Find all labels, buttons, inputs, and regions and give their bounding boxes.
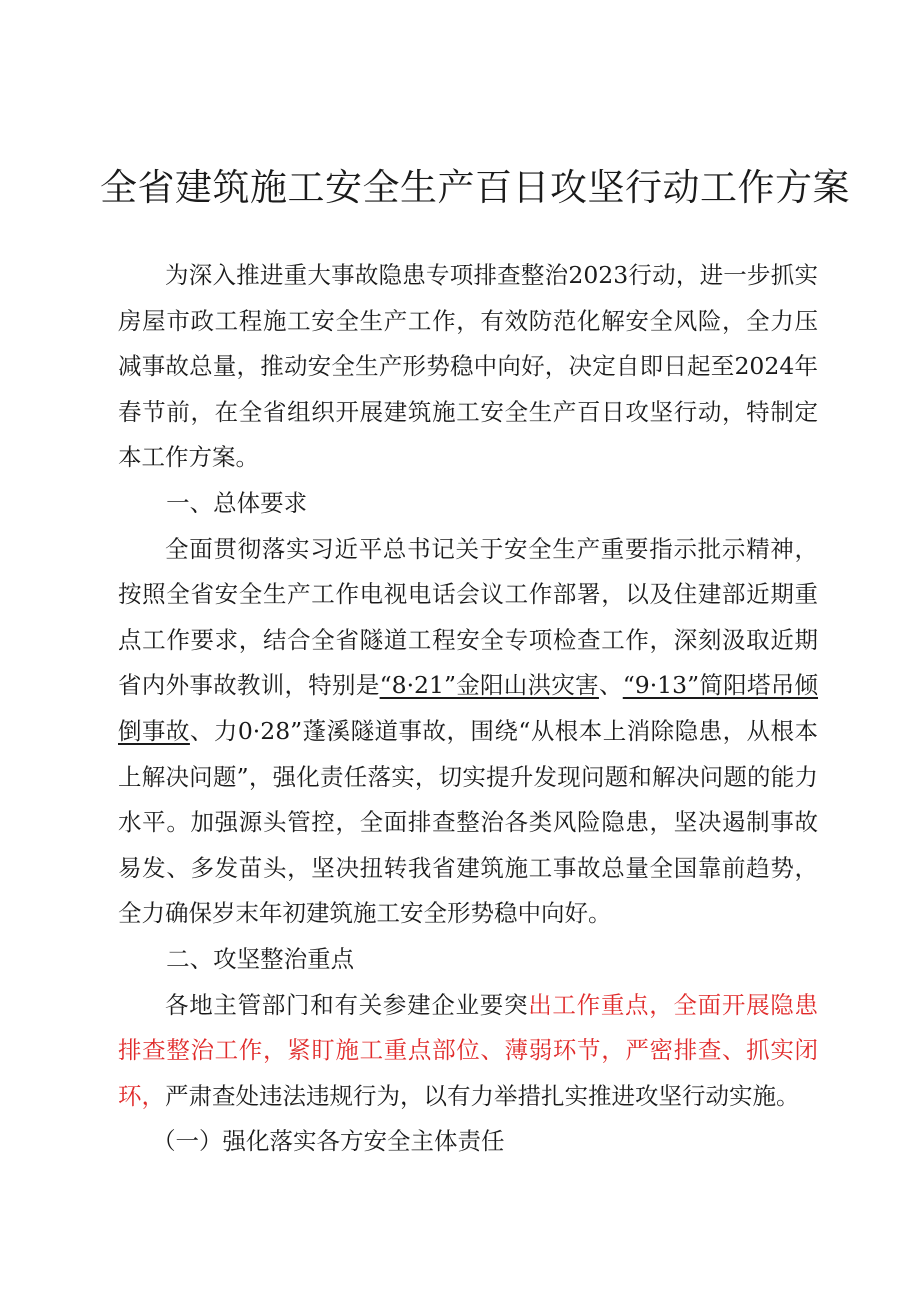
- section2-text-b: 严肃查处违法违规行为，以有力举措扎实推进攻坚行动实施。: [165, 1081, 800, 1110]
- document-title: 全省建筑施工安全生产百日攻坚行动工作方案: [100, 166, 850, 209]
- separator-text: 、: [598, 671, 623, 700]
- section1-paragraph: [118, 527, 818, 937]
- jinyang-flood-reference: “8·21”金阳山洪灾害: [379, 671, 599, 700]
- jianyang-crane-reference: “9·13”简阳塔吊倾倒事故: [118, 671, 819, 745]
- section2-text-a: 各地主管部门和有关参建企业要突: [165, 990, 529, 1019]
- intro-paragraph: 为深入推进重大事故隐患专项排查整治2023行动，进一步抓实房屋市政工程施工安全生产工作，有效防范化解安全风险，全力压减事故总量，推动安全生产形势稳中向好，决定自即日起至2024年春节前，在全省组织开展建筑施工安全生产百日攻坚行动，特制定本工作方案。: [118, 261, 818, 472]
- document-body: [118, 253, 818, 1165]
- section2-heading: 二、攻坚整治重点: [166, 944, 355, 973]
- section1-text-a: 全面贯彻落实习近平总书记关于安全生产重要指示批示精神，按照全省安全生产工作电视电话会议工作部署，以及住建部近期重点工作要求，结合全省隧道工程安全专项检查工作，深刻汲取近期省内外事故教训，特别是: [118, 534, 818, 700]
- subsection-heading: （一）强化落实各方安全主体责任: [152, 1127, 505, 1156]
- section2-highlighted-text: 出工作重点，全面开展隐患排查整治工作，紧盯施工重点部位、薄弱环节，严密排查、抓实闭环，: [118, 990, 819, 1110]
- section1-heading: 一、总体要求: [166, 488, 308, 517]
- section1-text-b: 、力0·28”蓬溪隧道事故，围绕“从根本上消除隐患，从根本上解决问题”，强化责任落实，切实提升发现问题和解决问题的能力水平。加强源头管控，全面排查整治各类风险隐患，坚决遏制事故易发、多发苗头，坚决扭转我省建筑施工事故总量全国靠前趋势，全力确保岁末年初建筑施工安全形势稳中向好。: [118, 716, 818, 928]
- section2-paragraph: [118, 983, 818, 1120]
